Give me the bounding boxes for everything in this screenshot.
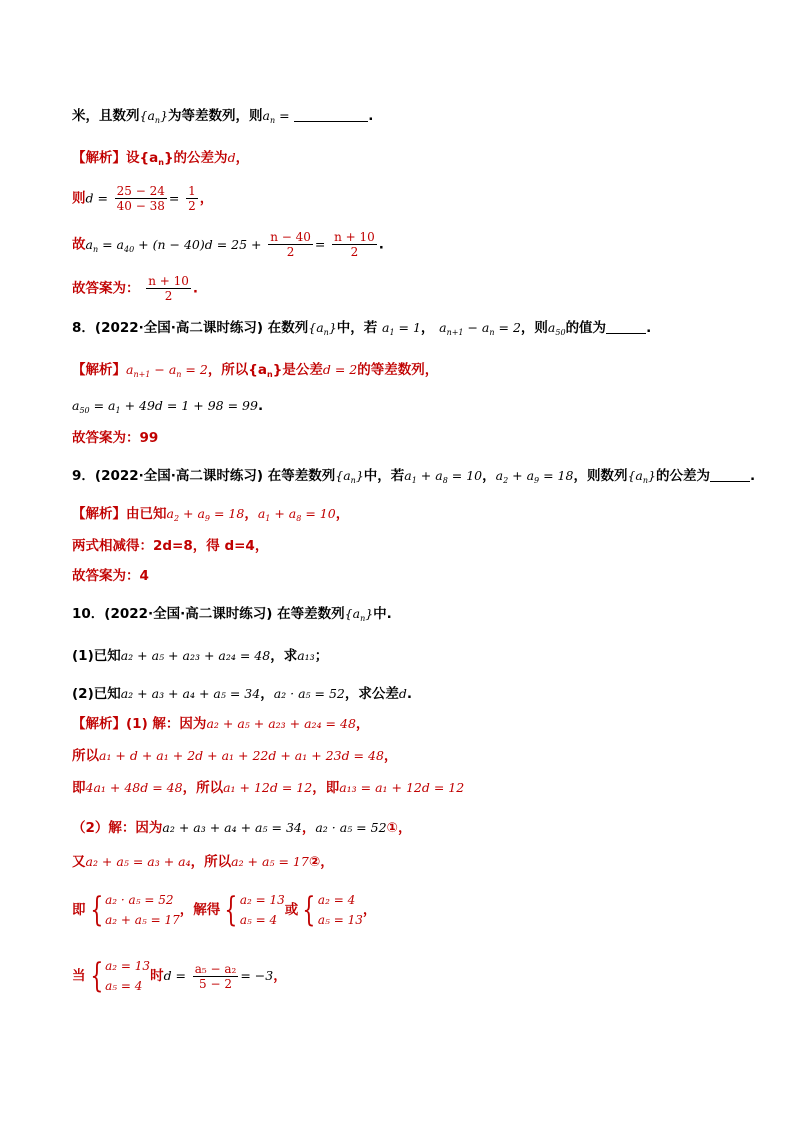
equation-system: a₂ = 13 a₅ = 4 <box>105 959 151 993</box>
q10-solution-line-2: 所以a₁ + d + a₁ + 2d + a₁ + 22d + a₁ + 23d = 48， <box>72 748 398 764</box>
q10-question: 10．(2022·全国·高二课时练习) 在等差数列$\{a_n\}$中. <box>72 606 392 623</box>
q10-part-2: (2)已知a₂ + a₃ + a₄ + a₅ = 34，a₂ · a₅ = 52，求公差d. <box>72 686 413 702</box>
q7-question-tail: 米，且数列$\{a_n\}$为等差数列，则$a_n$ = . <box>72 108 374 125</box>
q10-solution-line-7: 当 { a₂ = 13 a₅ = 4 时d = $\frac{\text{a₅ − a₂}}{5 - 2}$ = −3， <box>72 956 287 996</box>
answer-blank <box>294 109 368 122</box>
fraction: $\frac{n - 40}{2}$ <box>270 230 311 259</box>
q7-solution-line-3: 故$a_n = a_{40} + (n - 40)d = 25$ + $\frac{n - 40}{2}$ = $\frac{n + 10}{2}$ . <box>72 230 384 259</box>
q8-solution-line-1: 【解析】$a_{n+1} - a_n = 2$，所以$\{a_n\}$是公差d = 2的等差数列， <box>72 362 439 379</box>
q10-solution-line-6: 即 { a₂ · a₅ = 52 a₂ + a₅ = 17 ，解得 { a₂ = 13 a₅ = 4 或 { a₂ = 4 a₅ = 13 ， <box>72 890 377 930</box>
left-brace: { <box>89 956 103 996</box>
left-brace: { <box>302 890 316 930</box>
q8-question: 8．(2022·全国·高二课时练习) 在数列$\{a_n\}$中，若 $a_1 = 1$， $a_{n+1} - a_n = 2$，则$a_{50}$的值为 . <box>72 320 652 337</box>
q10-part-1: (1)已知a₂ + a₅ + a₂₃ + a₂₄ = 48，求a₁₃； <box>72 648 329 664</box>
q8-solution-line-2: $a_{50} = a_1 + 49d = 1 + 98 = 99$. <box>72 398 264 415</box>
answer-blank <box>606 321 646 334</box>
equation-system: a₂ = 13 a₅ = 4 <box>239 893 285 927</box>
q9-solution-line-1: 【解析】由已知$a_2 + a_9 = 18$，$a_1 + a_8 = 10$， <box>72 506 350 523</box>
q10-solution-line-3: 即4a₁ + 48d = 48，所以a₁ + 12d = 12，即a₁₃ = a₁ + 12d = 12 <box>72 780 465 796</box>
q10-solution-line-5: 又a₂ + a₅ = a₃ + a₄，所以a₂ + a₅ = 17②， <box>72 854 334 870</box>
left-brace: { <box>224 890 238 930</box>
q8-answer: 故答案为：99 <box>72 430 159 446</box>
q7-answer: 故答案为： $\frac{n + 10}{2}$ . <box>72 274 199 303</box>
equation-system: a₂ = 4 a₅ = 13 <box>317 893 363 927</box>
analysis-tag: 【解析】 <box>72 506 126 522</box>
fraction: $\frac{\text{a₅ − a₂}}{5 - 2}$ <box>194 961 237 991</box>
fraction: $\frac{1}{2}$ <box>188 184 196 213</box>
analysis-tag: 【解析】 <box>72 716 126 732</box>
fraction: $\frac{n + 10}{2}$ <box>148 274 189 303</box>
q9-solution-line-2: 两式相减得：2d=8，得 d=4， <box>72 538 269 554</box>
q10-solution-line-4: （2）解：因为a₂ + a₃ + a₄ + a₅ = 34，a₂ · a₅ = 52①， <box>72 820 412 836</box>
equation-system: a₂ · a₅ = 52 a₂ + a₅ = 17 <box>105 893 180 927</box>
analysis-tag: 【解析】 <box>72 150 126 166</box>
q9-question: 9．(2022·全国·高二课时练习) 在等差数列$\{a_n\}$中，若$a_1 + a_8 = 10$，$a_2 + a_9 = 18$，则数列$\{a_n\}$的公差为 . <box>72 468 756 485</box>
fraction: $\frac{25 - 24}{40 - 38}$ <box>116 184 165 213</box>
q10-solution-line-1: 【解析】(1) 解：因为a₂ + a₅ + a₂₃ + a₂₄ = 48， <box>72 716 370 732</box>
q9-answer: 故答案为：4 <box>72 568 149 584</box>
fraction: $\frac{n + 10}{2}$ <box>334 230 375 259</box>
analysis-tag: 【解析】 <box>72 362 126 378</box>
answer-blank <box>710 469 750 482</box>
left-brace: { <box>89 890 103 930</box>
q7-solution-line-2: 则d = $\frac{25 - 24}{40 - 38}$ = $\frac{1}{2}$ ， <box>72 184 214 213</box>
q7-solution-line-1: 【解析】设$\{a_n\}$的公差为d， <box>72 150 250 167</box>
